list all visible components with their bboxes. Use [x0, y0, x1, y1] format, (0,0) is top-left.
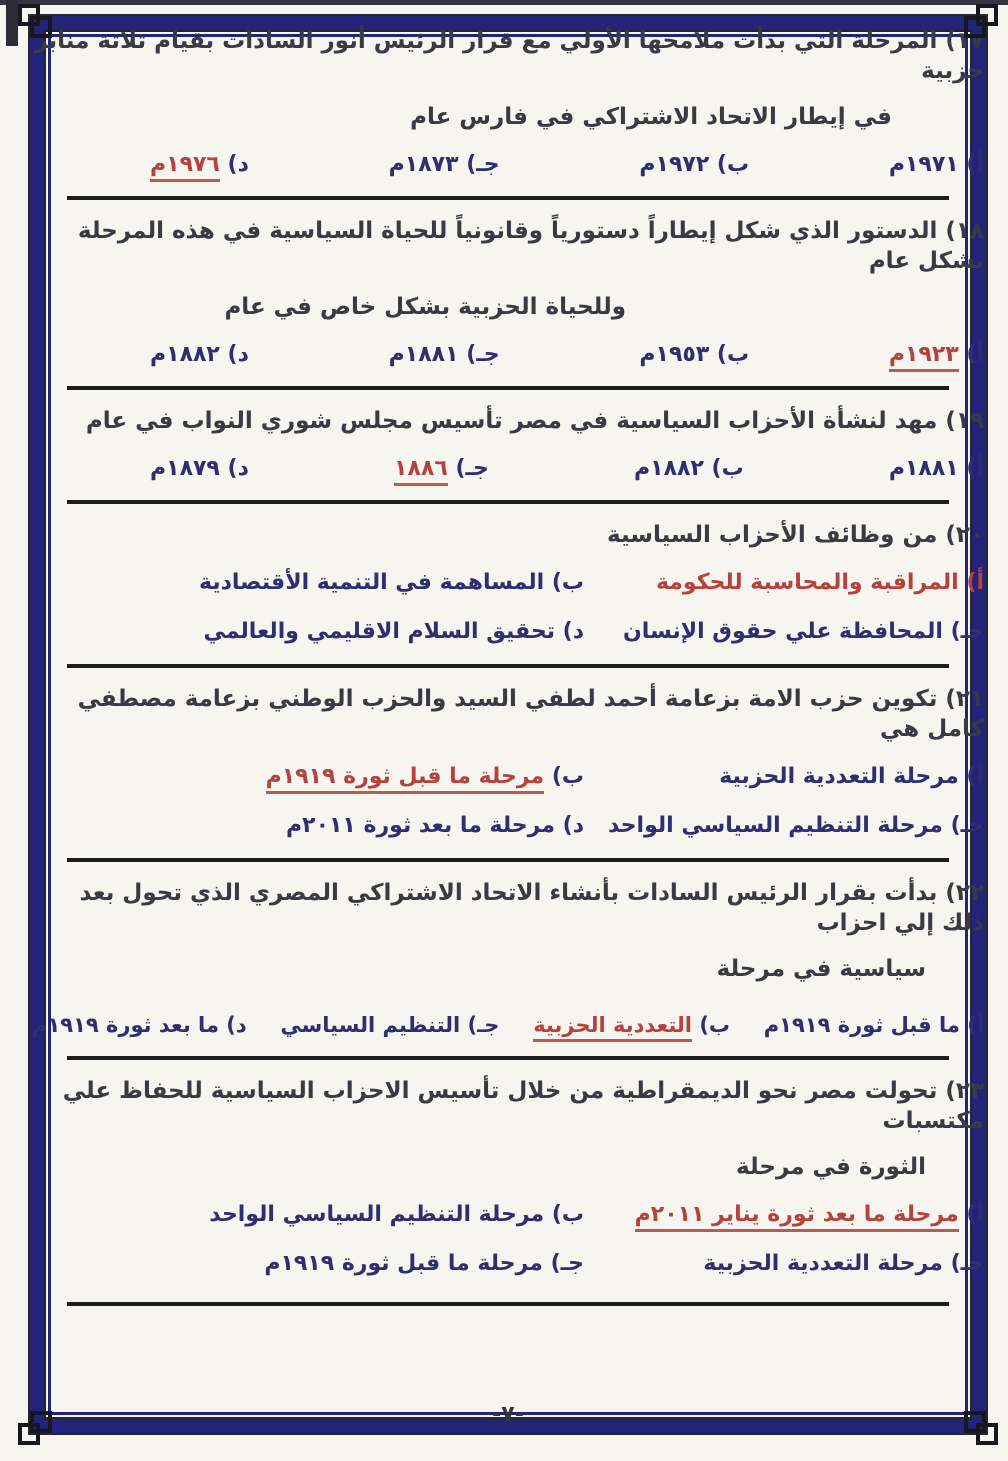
- question-23-line-2: الثورة في مرحلة: [736, 1154, 926, 1180]
- question-19-line-1: ١٩) مهد لنشأة الأحزاب السياسية في مصر تأسيس مجلس شوري النواب في عام: [85, 408, 984, 434]
- question-20-options-row-1: [32, 567, 984, 599]
- answer-mark: أ) المراقبة والمحاسبة للحكومة: [655, 570, 984, 595]
- option-c: جـ) ١٨٨١م: [388, 342, 500, 367]
- question-22-options: [32, 1010, 984, 1040]
- option-c: جـ) التنظيم السياسي: [280, 1013, 500, 1037]
- question-22-line-1: ٢٢) بدأت بقرار الرئيس السادات بأنشاء الاتحاد الاشتراكي المصري الذي تحول بعد ذلك إلي احزاب: [79, 880, 984, 936]
- question-22-line-2: سياسية في مرحلة: [716, 956, 926, 982]
- question-17-line-1: ١٧) المرحلة التي بدأت ملامحها الأولي مع قرار الرئيس أنور السادات بقيام ثلاثة منابر حزبية: [34, 28, 984, 84]
- option-d: د) مرحلة ما بعد ثورة ٢٠١١م: [286, 813, 584, 838]
- question-18-line-1: ١٨) الدستور الذي شكل إيطاراً دستورياً وقانونياً للحياة السياسية في هذه المرحلة بشكل عام: [77, 218, 984, 274]
- question-block-21: [32, 684, 984, 862]
- option-d: جـ) مرحلة ما قبل ثورة ١٩١٩م: [264, 1251, 584, 1276]
- option-a: أ) ١٩٧١م: [888, 152, 984, 177]
- option-d: د) ١٨٨٢م: [150, 342, 249, 367]
- question-block-18: [32, 216, 984, 390]
- option-b: ب) ١٨٨٢م: [634, 456, 744, 481]
- question-block-19: [32, 406, 984, 504]
- option-c-marked-answer: جـ) ١٨٨٦: [394, 454, 489, 484]
- question-23-options-row-1: [32, 1199, 984, 1231]
- page-number: -٧-: [492, 1402, 524, 1427]
- option-b-marked-answer: ب) التعددية الحزبية: [533, 1010, 730, 1040]
- option-d: د) ١٨٧٩م: [150, 456, 249, 481]
- corner-ornament-top-right: [958, 4, 998, 44]
- separator-line: [67, 1302, 949, 1306]
- answer-mark: ١٩٧٦م: [150, 152, 220, 182]
- question-block-22: [32, 878, 984, 1060]
- separator-line: [67, 500, 949, 504]
- answer-mark: مرحلة ما بعد ثورة يناير ٢٠١١م: [635, 1202, 959, 1232]
- separator-line: [67, 386, 949, 390]
- question-21-options-row-2: [32, 810, 984, 842]
- option-d-marked-answer: د) ١٩٧٦م: [150, 150, 249, 180]
- question-block-20: [32, 520, 984, 668]
- question-block-23: [32, 1076, 984, 1306]
- corner-ornament-bottom-left: [18, 1405, 58, 1445]
- separator-line: [67, 1056, 949, 1060]
- option-b: ب) ١٩٧٢م: [639, 152, 750, 177]
- answer-mark: ١٩٢٣م: [889, 342, 959, 372]
- option-b: ب) مرحلة التنظيم السياسي الواحد: [209, 1202, 584, 1227]
- separator-line: [67, 196, 949, 200]
- option-b: ب) المساهمة في التنمية الأقتصادية: [198, 570, 584, 595]
- corner-ornament-top-left: [18, 4, 58, 44]
- question-17-line-2: في إيطار الاتحاد الاشتراكي في فارس عام: [410, 104, 892, 130]
- question-17-options: [32, 150, 984, 180]
- scan-top-edge: [0, 0, 1008, 5]
- page-content: [10, 6, 998, 1455]
- answer-mark: مرحلة ما قبل ثورة ١٩١٩م: [266, 764, 545, 794]
- option-a-marked-answer: أ) مرحلة ما بعد ثورة يناير ٢٠١١م: [584, 1199, 984, 1231]
- option-d: د) ما بعد ثورة ١٩١٩م: [32, 1013, 247, 1037]
- question-20-options-row-2: [32, 616, 984, 648]
- option-c: جـ) المحافظة علي حقوق الإنسان: [623, 619, 984, 644]
- option-b: ب) ١٩٥٣م: [639, 342, 750, 367]
- question-block-17: [32, 26, 984, 200]
- option-c: جـ) ١٨٧٣م: [388, 152, 500, 177]
- corner-ornament-bottom-right: [958, 1405, 998, 1445]
- separator-line: [67, 664, 949, 668]
- option-b-marked-answer: ب) مرحلة ما قبل ثورة ١٩١٩م: [32, 761, 584, 793]
- question-23-line-1: ٢٣) تحولت مصر نحو الديمقراطية من خلال تأسيس الاحزاب السياسية للحفاظ علي مكتسبات: [62, 1078, 984, 1134]
- option-a-marked-answer: أ) ١٩٢٣م: [889, 340, 984, 370]
- option-d: د) تحقيق السلام الاقليمي والعالمي: [203, 619, 584, 644]
- question-19-options: [32, 454, 984, 484]
- option-c: جـ) مرحلة التنظيم السياسي الواحد: [607, 813, 984, 838]
- question-23-options-row-2: [32, 1248, 984, 1280]
- option-a-marked-answer: [584, 567, 984, 599]
- option-a: أ) ما قبل ثورة ١٩١٩م: [763, 1013, 984, 1037]
- question-18-line-2: وللحياة الحزبية بشكل خاص في عام: [224, 294, 626, 320]
- option-c: جـ) مرحلة التعددية الحزبية: [703, 1251, 984, 1276]
- question-20-line-1: ٢٠) من وظائف الأحزاب السياسية: [607, 522, 984, 548]
- option-a: أ) ١٨٨١م: [888, 456, 984, 481]
- question-18-options: [32, 340, 984, 370]
- option-a: أ) مرحلة التعددية الحزبية: [719, 764, 984, 789]
- question-21-options-row-1: [32, 761, 984, 793]
- answer-mark: ١٨٨٦: [394, 456, 448, 486]
- question-21-line-1: ٢١) تكوين حزب الامة بزعامة أحمد لطفي السيد والحزب الوطني بزعامة مصطفي كامل هي: [77, 686, 984, 742]
- answer-mark: التعددية الحزبية: [533, 1013, 692, 1042]
- separator-line: [67, 858, 949, 862]
